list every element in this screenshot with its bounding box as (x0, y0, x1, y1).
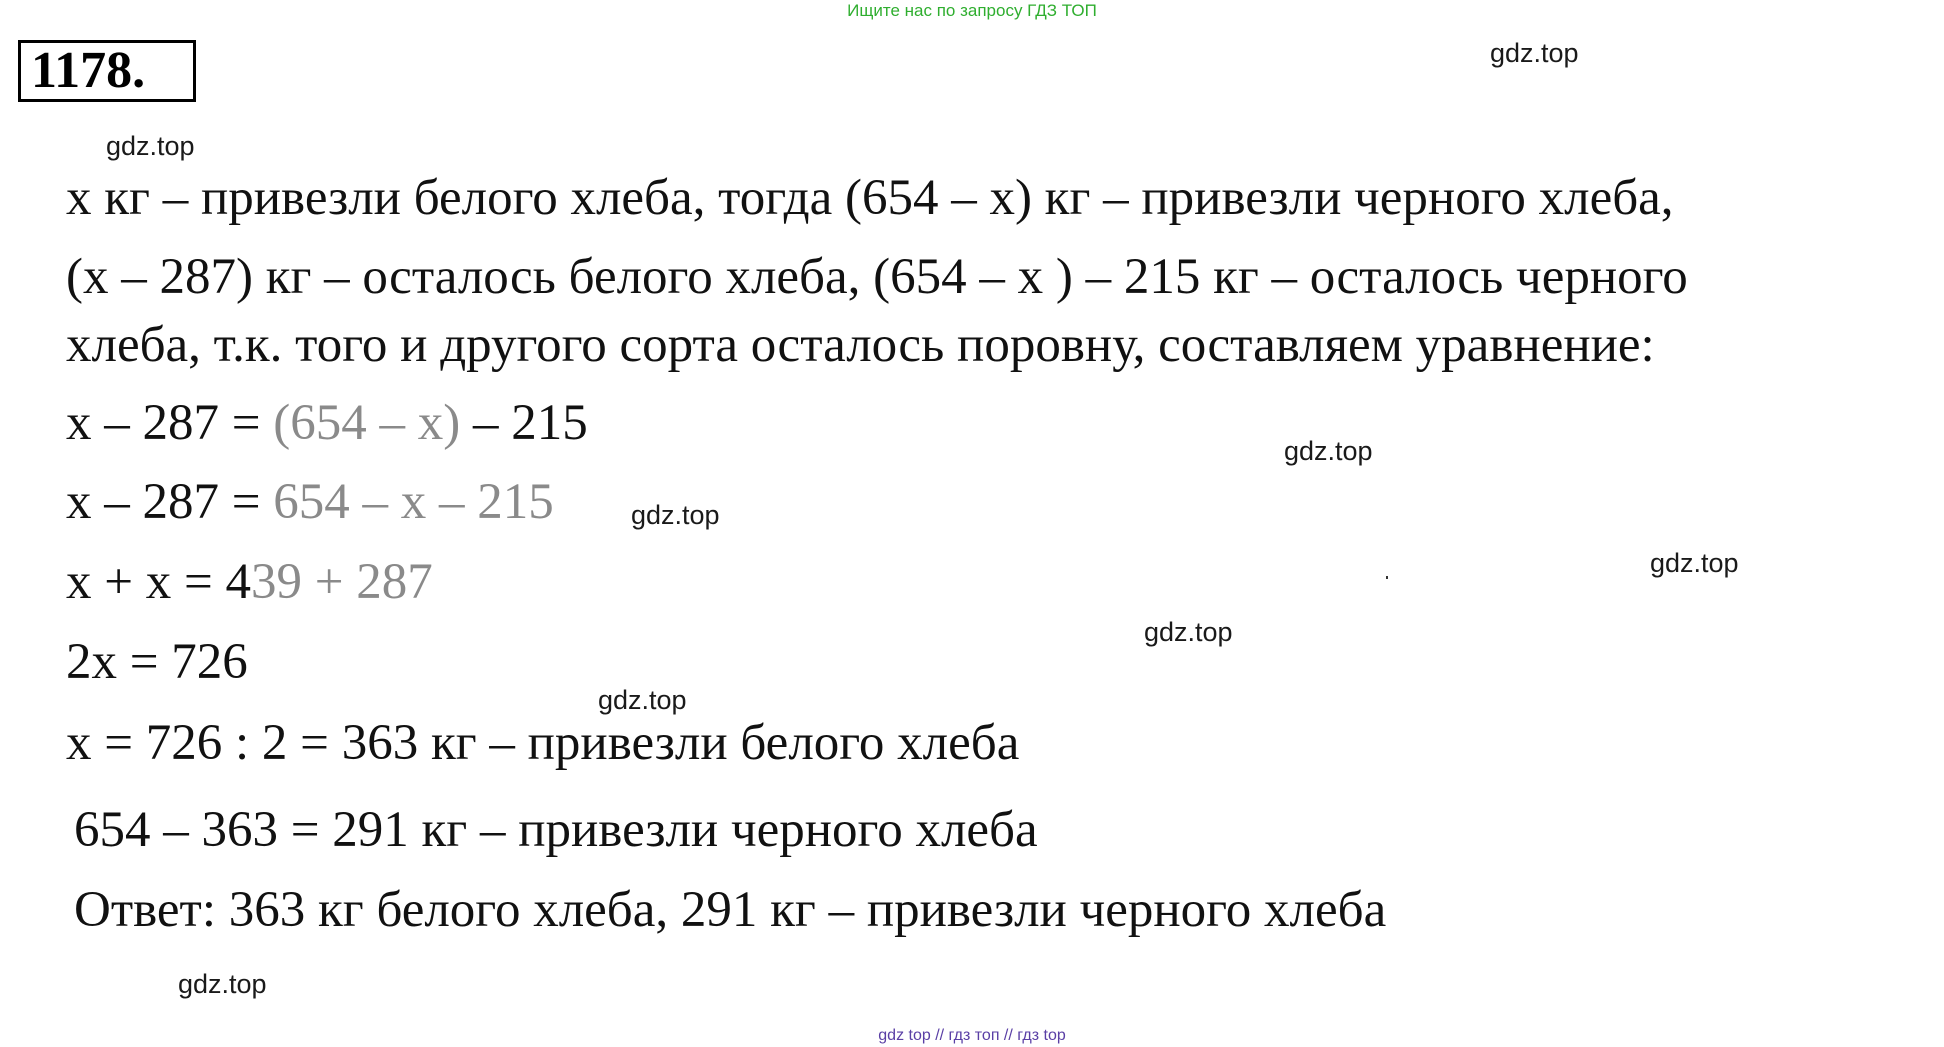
solution-line-2: (x – 287) кг – осталось белого хлеба, (654 – x ) – 215 кг – осталось черного (66, 249, 1688, 305)
watermark: gdz.top (106, 131, 195, 161)
watermark: gdz.top (598, 685, 687, 715)
equation-1-faded: (654 – x) (273, 395, 461, 451)
watermark: gdz.top (1490, 38, 1579, 68)
equation-1-right: – 215 (460, 395, 588, 451)
equation-2 (66, 472, 554, 532)
watermark: gdz.top (1144, 617, 1233, 647)
equation-3 (66, 552, 433, 612)
equation-3-faded: 39 + 287 (251, 554, 433, 610)
top-banner: Ищите нас по запросу ГДЗ ТОП (847, 1, 1097, 20)
equation-4: 2x = 726 (66, 634, 248, 690)
equation-3-left: x + x = 4 (66, 554, 252, 610)
equation-2-faded: 654 – x – 215 (273, 474, 554, 530)
answer: Ответ: 363 кг белого хлеба, 291 кг – привезли черного хлеба (74, 882, 1387, 938)
watermark: gdz.top (631, 500, 720, 530)
equation-2-left: x – 287 = (66, 474, 274, 530)
equation-6: 654 – 363 = 291 кг – привезли черного хлеба (74, 802, 1038, 858)
solution-line-1: x кг – привезли белого хлеба, тогда (654 – x) кг – привезли черного хлеба, (66, 170, 1674, 226)
problem-number: 1178. (18, 40, 196, 102)
watermark: gdz.top (1650, 548, 1739, 578)
equation-5: x = 726 : 2 = 363 кг – привезли белого хлеба (66, 715, 1020, 771)
stray-mark (1386, 576, 1388, 579)
watermark: gdz.top (178, 969, 267, 999)
footer: gdz top // гдз топ // гдз top (878, 1027, 1066, 1044)
solution-line-3: хлеба, т.к. того и другого сорта осталось поровну, составляем уравнение: (66, 317, 1655, 373)
watermark: gdz.top (1284, 436, 1373, 466)
equation-1-left: x – 287 = (66, 395, 274, 451)
equation-1 (66, 393, 588, 453)
